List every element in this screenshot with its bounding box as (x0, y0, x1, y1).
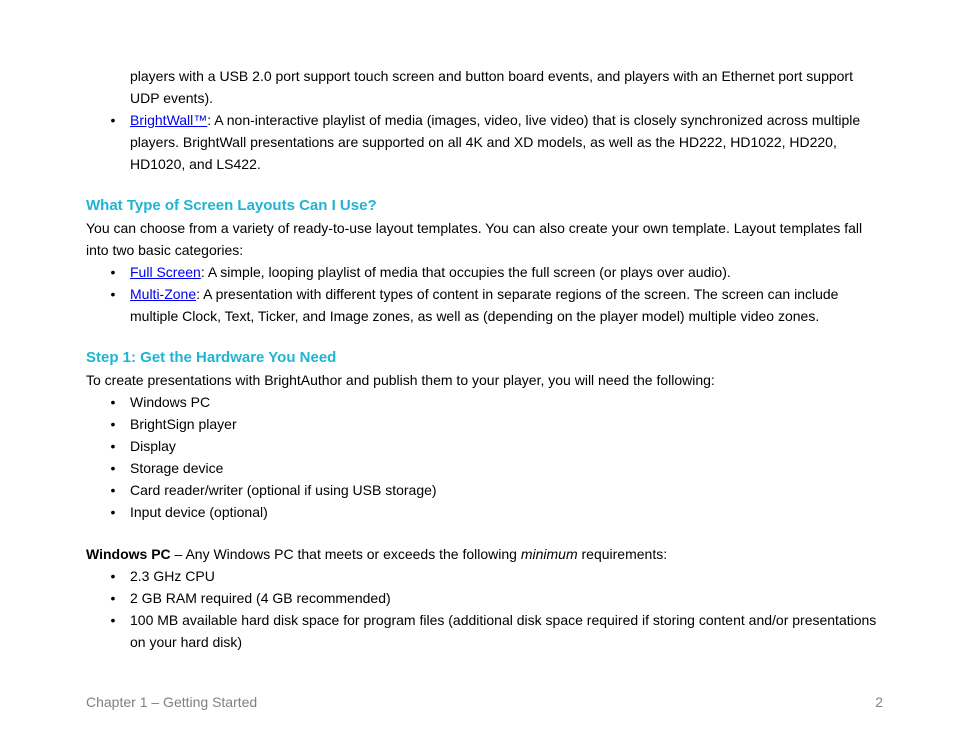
list-item (86, 479, 886, 501)
bullet-icon: • (110, 482, 116, 498)
list-item-full-screen (86, 261, 886, 283)
footer-chapter: Chapter 1 – Getting Started (86, 694, 258, 710)
list-item-text: BrightSign player (130, 416, 237, 432)
list-item-text: 2.3 GHz CPU (130, 568, 215, 584)
list-item-text: Windows PC (130, 394, 211, 410)
list-item-brightwall (86, 109, 886, 175)
list-item (86, 565, 886, 587)
list-item (86, 391, 886, 413)
full-screen-description: : A simple, looping playlist of media that occupies the full screen (or plays over audio). (200, 264, 731, 280)
list-item-text: Card reader/writer (optional if using USB storage) (130, 482, 437, 498)
bullet-icon: • (110, 416, 116, 432)
spacer (86, 523, 886, 543)
bullet-icon: • (110, 612, 116, 628)
windows-pc-emphasis: minimum (520, 546, 578, 562)
bullet-icon: • (110, 504, 116, 520)
list-item (86, 501, 886, 523)
windows-pc-text-before: – Any Windows PC that meets or exceeds the following (170, 546, 521, 562)
layouts-intro: You can choose from a variety of ready-to-use layout templates. You can also create your own template. Layout templates fall into two basic categories: (86, 220, 863, 258)
list-item-text: 100 MB available hard disk space for program files (additional disk space required if storing content and/or presentations on your hard disk) (130, 612, 877, 650)
list-item (86, 435, 886, 457)
step1-intro: To create presentations with BrightAuthor and publish them to your player, you will need the following: (86, 372, 715, 388)
feature-list (86, 109, 886, 175)
multi-zone-link[interactable]: Multi-Zone (130, 286, 197, 302)
list-item (86, 413, 886, 435)
list-item-multi-zone (86, 283, 886, 327)
list-item (86, 457, 886, 479)
brightwall-link[interactable]: BrightWall™ (130, 112, 208, 128)
bullet-icon: • (110, 264, 116, 280)
requirements-list (86, 565, 886, 653)
bullet-icon: • (110, 460, 116, 476)
hardware-list (86, 391, 886, 523)
bullet-icon: • (110, 438, 116, 454)
bullet-icon: • (110, 286, 116, 302)
layouts-heading: What Type of Screen Layouts Can I Use? (86, 197, 377, 214)
list-item-text: 2 GB RAM required (4 GB recommended) (130, 590, 391, 606)
full-screen-link[interactable]: Full Screen (130, 264, 201, 280)
list-item-text: Input device (optional) (130, 504, 268, 520)
bullet-icon: • (110, 394, 116, 410)
bullet-icon: • (110, 112, 116, 128)
multi-zone-description: : A presentation with different types of content in separate regions of the screen. The screen can include multiple Clock, Text, Ticker, and Image zones, as well as (depending on the player model) multiple video zones. (130, 286, 839, 324)
windows-pc-paragraph (86, 543, 886, 565)
step1-heading: Step 1: Get the Hardware You Need (86, 349, 337, 366)
windows-pc-label: Windows PC (86, 546, 171, 562)
list-item (86, 587, 886, 609)
page-content (86, 65, 886, 653)
list-item-text: Storage device (130, 460, 224, 476)
footer-page-number: 2 (875, 694, 883, 710)
bullet-icon: • (110, 568, 116, 584)
bullet-icon: • (110, 590, 116, 606)
continuation-text: players with a USB 2.0 port support touch screen and button board events, and players with an Ethernet port support UDP events). (130, 68, 853, 106)
brightwall-description: : A non-interactive playlist of media (images, video, live video) that is closely synchronized across multiple players. BrightWall presentations are supported on all 4K and XD models, as well as the HD222, HD1022, HD220, HD1020, and LS422. (130, 112, 861, 172)
layouts-list (86, 261, 886, 327)
list-item-text: Display (130, 438, 176, 454)
list-item (86, 609, 886, 653)
windows-pc-text-after: requirements: (577, 546, 668, 562)
